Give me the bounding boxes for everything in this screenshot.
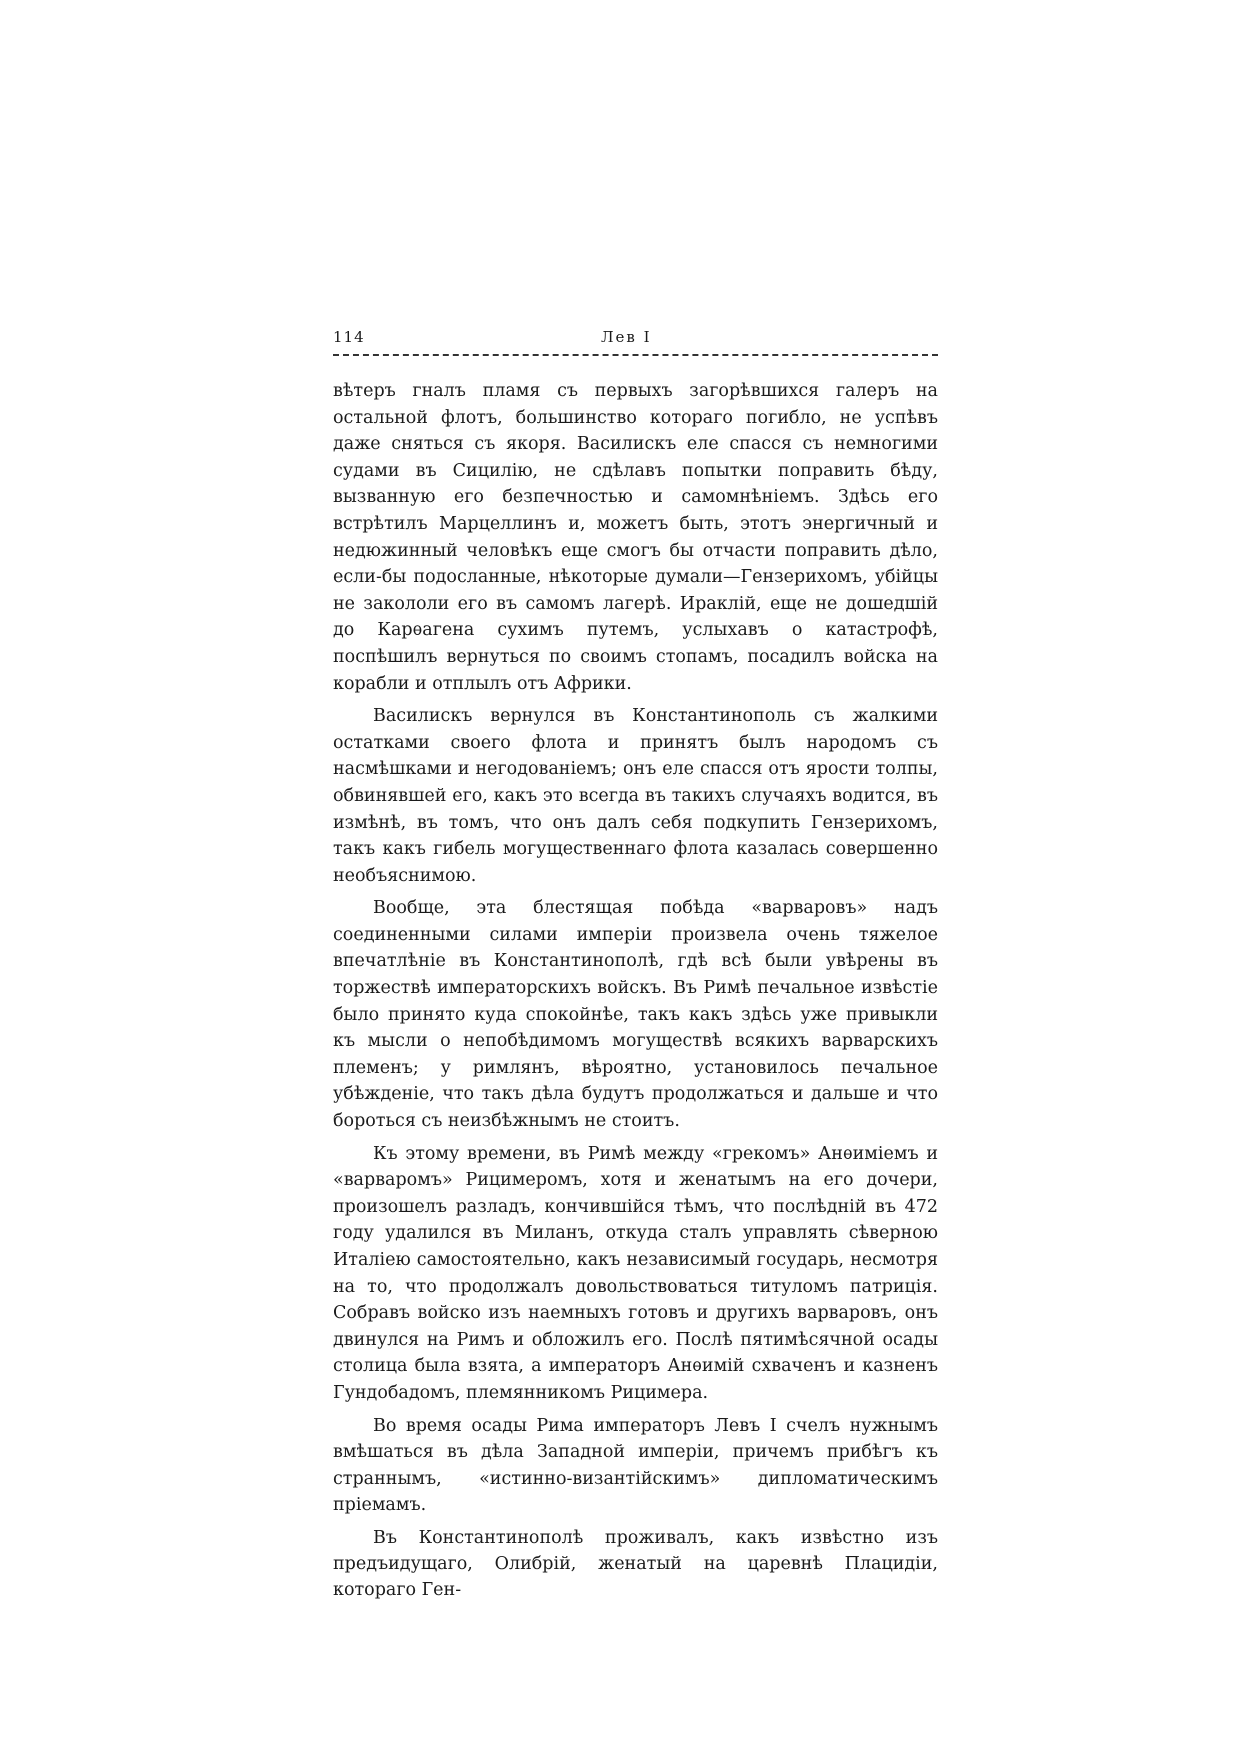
header-divider bbox=[333, 354, 938, 356]
paragraph-3: Вообще, эта блестящая побѣда «варваровъ» надъ соединенными силами имперіи произвела очень тяжелое впечатлѣніе въ Константинополѣ, гдѣ всѣ были увѣрены въ торжествѣ императорскихъ войскъ. Въ Римѣ печальное извѣстіе было принято куда спокойнѣе, такъ какъ здѣсь уже привыкли къ мысли о непобѣдимомъ могуществѣ всякихъ варварскихъ племенъ; у римлянъ, вѣроятно, установилось печальное убѣжденіе, что такъ дѣла будутъ продолжаться и дальше и что бороться съ неизбѣжнымъ не стоитъ. bbox=[333, 898, 938, 1132]
paragraph-6: Въ Константинополѣ проживалъ, какъ извѣстно изъ предъидущаго, Олибрій, женатый на царевнѣ Плацидіи, котораго Ген- bbox=[333, 1527, 938, 1600]
page-number: 114 bbox=[333, 328, 365, 346]
running-title: Лев I bbox=[601, 328, 652, 346]
paragraph-5: Во время осады Рима императоръ Левъ I счелъ нужнымъ вмѣшаться въ дѣла Западной имперіи, причемъ прибѣгъ къ страннымъ, «истинно-византійскимъ» дипломатическимъ пріемамъ. bbox=[333, 1415, 938, 1516]
paragraph-1: вѣтеръ гналъ пламя съ первыхъ загорѣвшихся галеръ на остальной флотъ, большинство котораго погибло, не успѣвъ даже сняться съ якоря. Василискъ еле спасся съ немногими судами въ Сицилію, не сдѣлавъ попытки поправить бѣду, вызванную его безпечностью и самомнѣніемъ. Здѣсь его встрѣтилъ Марцеллинъ и, можетъ быть, этотъ энергичный и недюжинный человѣкъ еще смогъ бы отчасти поправить дѣло, если-бы подосланные, нѣкоторые думали—Гензерихомъ, убійцы не закололи его въ самомъ лагерѣ. Ираклій, еще не дошедшій до Карѳагена сухимъ путемъ, услыхавъ о катастрофѣ, поспѣшилъ вернуться по своимъ стопамъ, посадилъ войска на корабли и отплылъ отъ Африки. bbox=[333, 381, 938, 694]
paragraph-2: Василискъ вернулся въ Константинополь съ жалкими остатками своего флота и принятъ былъ народомъ съ насмѣшками и негодованіемъ; онъ еле спасся отъ ярости толпы, обвинявшей его, какъ это всегда въ такихъ случаяхъ водится, въ измѣнѣ, въ томъ, что онъ далъ себя подкупить Гензерихомъ, такъ какъ гибель могущественнаго флота казалась совершенно необъяснимою. bbox=[333, 706, 938, 886]
paragraph-4: Къ этому времени, въ Римѣ между «грекомъ» Анѳиміемъ и «варваромъ» Рицимеромъ, хотя и женатымъ на его дочери, произошелъ разладъ, кончившійся тѣмъ, что послѣдній въ 472 году удалился въ Миланъ, откуда сталъ управлять сѣверною Италіею самостоятельно, какъ независимый государь, несмотря на то, что продолжалъ довольствоваться титуломъ патриція. Собравъ войско изъ наемныхъ готовъ и другихъ варваровъ, онъ двинулся на Римъ и обложилъ его. Послѣ пятимѣсячной осады столица была взята, а императоръ Анѳимій схваченъ и казненъ Гундобадомъ, племянникомъ Рицимера. bbox=[333, 1143, 938, 1403]
page-header bbox=[333, 328, 938, 358]
body-text bbox=[333, 378, 938, 1609]
